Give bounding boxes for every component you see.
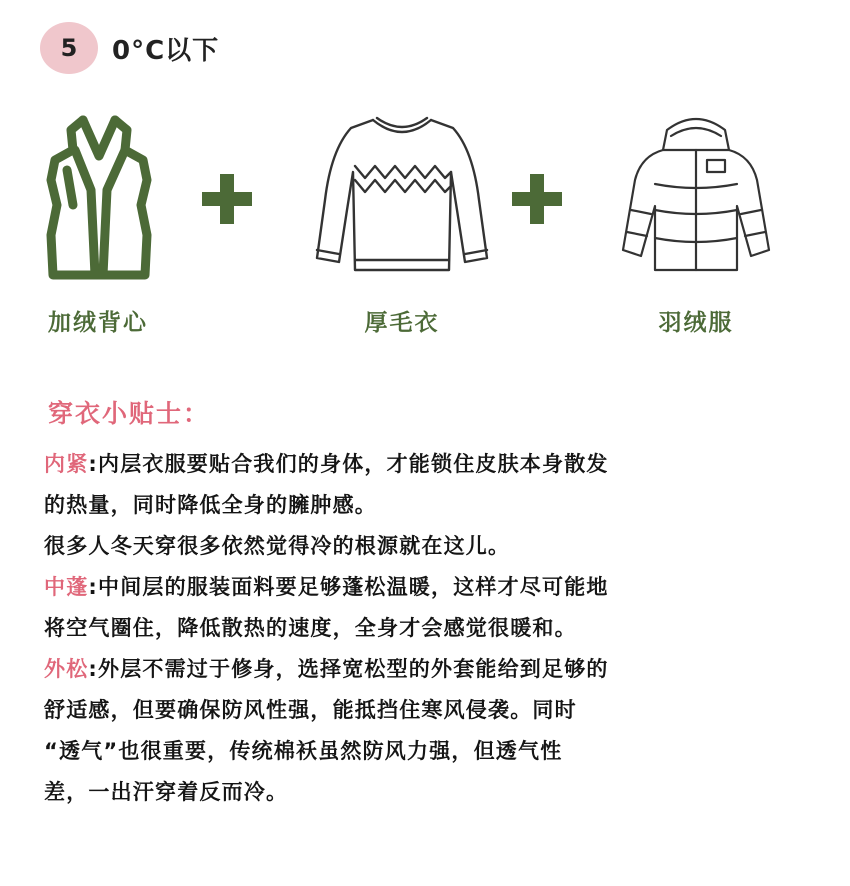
down-jacket-icon [611, 110, 781, 290]
item-label-vest: 加绒背心 [48, 310, 148, 336]
clothing-layers [0, 110, 850, 340]
plus-icon [508, 170, 566, 228]
tip-line: :内层衣服要贴合我们的身体，才能锁住皮肤本身散发 [88, 452, 609, 476]
plus-icon [198, 170, 256, 228]
item-label-sweater: 厚毛衣 [364, 310, 440, 336]
tip-paragraph-inner [44, 444, 824, 567]
tips-section [44, 394, 824, 813]
item-sweater [302, 110, 502, 337]
tip-line: 很多人冬天穿很多依然觉得冷的根源就在这儿。 [44, 534, 511, 558]
tip-keyword: 外松 [44, 657, 89, 681]
item-label-down-jacket: 羽绒服 [658, 310, 734, 336]
item-down-jacket [596, 110, 796, 337]
tip-paragraph-outer [44, 649, 824, 813]
item-vest [0, 110, 198, 337]
sweater-icon [307, 110, 497, 290]
vest-icon [33, 110, 163, 290]
tip-line: 的热量，同时降低全身的臃肿感。 [44, 493, 377, 517]
section-number-badge: 5 [40, 22, 98, 74]
tip-line: 舒适感，但要确保防风性强，能抵挡住寒风侵袭。同时 [44, 698, 577, 722]
tip-line: 将空气圈住，降低散热的速度，全身才会感觉很暖和。 [44, 616, 577, 640]
tip-paragraph-middle [44, 567, 824, 649]
tips-title: 穿衣小贴士： [48, 399, 211, 428]
tip-line: 差，一出汗穿着反而冷。 [44, 780, 289, 804]
tip-line: :中间层的服装面料要足够蓬松温暖，这样才尽可能地 [88, 575, 609, 599]
tip-line: :外层不需过于修身，选择宽松型的外套能给到足够的 [88, 657, 609, 681]
tip-line: “透气”也很重要，传统棉袄虽然防风力强，但透气性 [44, 739, 563, 763]
section-header [40, 20, 219, 76]
tip-keyword: 内紧 [44, 452, 89, 476]
temperature-title: 0°C以下 [112, 35, 220, 66]
tip-keyword: 中蓬 [44, 575, 89, 599]
